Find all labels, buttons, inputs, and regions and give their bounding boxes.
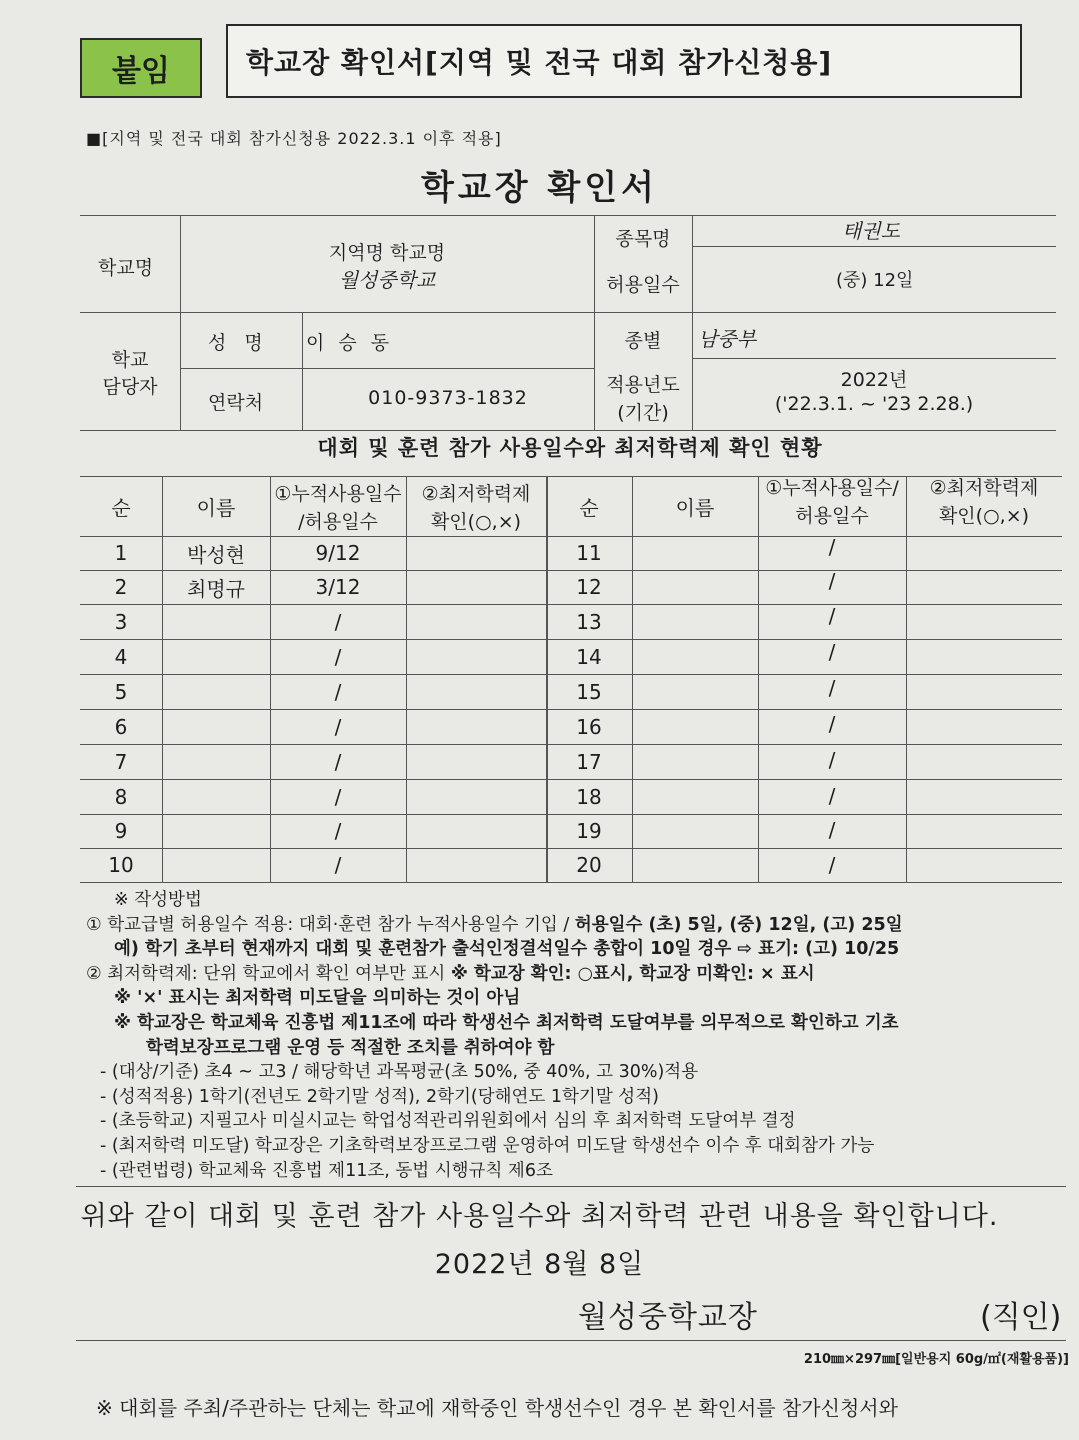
row-check <box>906 779 1062 814</box>
category-label: 종별 <box>624 330 662 352</box>
row-check <box>406 604 546 639</box>
row-check <box>906 604 1062 639</box>
header-no-right: 순 <box>579 495 599 520</box>
row-days: / <box>334 714 342 739</box>
row-check <box>906 639 1062 674</box>
row-check <box>906 744 1062 779</box>
school-label: 학교명 <box>98 257 154 279</box>
row-check <box>406 779 546 814</box>
row-days: / <box>334 644 342 669</box>
row-check <box>406 674 546 709</box>
event-label: 종목명 <box>615 228 671 250</box>
document-title: 학교장 확인서 <box>421 168 658 208</box>
header-name-right: 이름 <box>675 495 715 520</box>
row-name <box>632 570 758 604</box>
row-name: 최명규 <box>187 576 245 601</box>
header-days-right-line1: ①누적사용일수/ <box>765 476 899 499</box>
school-caption: 지역명 학교명 <box>328 242 446 264</box>
row-no: 18 <box>576 784 602 809</box>
note-2 <box>86 962 1071 987</box>
note-2-text: ② 최저학력제: 단위 학교에서 확인 여부만 표시 <box>86 963 451 984</box>
category-value: 남중부 <box>698 327 756 351</box>
row-check <box>406 536 546 570</box>
row-no: 6 <box>114 714 128 739</box>
row-days: / <box>828 675 836 700</box>
notes-heading: ※ 작성방법 <box>114 890 202 910</box>
row-days: / <box>828 783 836 808</box>
row-no: 4 <box>114 644 128 669</box>
bottom-divider <box>76 1340 1066 1341</box>
principal-signature: 월성중학교장 <box>578 1300 758 1335</box>
row-name <box>162 848 270 882</box>
row-days: / <box>334 749 342 774</box>
row-check <box>906 674 1062 709</box>
row-name <box>632 744 758 779</box>
row-check <box>906 709 1062 744</box>
row-no: 2 <box>114 575 128 599</box>
header-days-left-line1: ①누적사용일수 <box>274 482 402 505</box>
contact-label: 연락처 <box>208 392 264 414</box>
row-no: 1 <box>114 541 128 565</box>
note-1-bold: 허용일수 (초) 5일, (중) 12일, (고) 25일 <box>574 914 903 935</box>
contact-value: 010-9373-1832 <box>368 387 528 409</box>
row-name <box>162 779 270 814</box>
header-grade-left-line1: ②최저학력제 <box>421 482 531 505</box>
header-grade-left-line2: 확인(○,×) <box>430 510 522 533</box>
header-no-left: 순 <box>111 495 131 520</box>
header-name-left: 이름 <box>196 495 236 520</box>
row-check <box>906 814 1062 848</box>
year-label-line1: 적용년도 <box>606 374 680 396</box>
row-no: 3 <box>114 609 128 634</box>
row-days: 9/12 <box>315 541 361 565</box>
row-name <box>162 744 270 779</box>
apply-note: ■[지역 및 전국 대회 참가신청용 2022.3.1 이후 적용] <box>86 129 502 148</box>
note-1-text: ① 학교급별 허용일수 적용: 대회·훈련 참가 누적사용일수 기입 / <box>86 914 575 935</box>
row-no: 20 <box>576 853 602 877</box>
note-3: ※ '×' 표시는 최저학력 미도달을 의미하는 것이 아님 <box>114 988 521 1009</box>
period-value: ('22.3.1. ~ '23 2.28.) <box>774 393 974 415</box>
header-grade-right-line2: 확인(○,×) <box>938 504 1030 527</box>
detail-5: - (관련법령) 학교체육 진흥법 제11조, 동법 시행규칙 제6조 <box>100 1160 553 1181</box>
row-days: / <box>828 853 836 877</box>
row-name <box>162 814 270 848</box>
row-name <box>162 604 270 639</box>
row-no: 11 <box>576 541 602 565</box>
days-label: 허용일수 <box>606 274 680 296</box>
row-name <box>632 639 758 674</box>
row-no: 5 <box>114 679 128 704</box>
row-days: / <box>334 784 342 809</box>
header-grade-right-line1: ②최저학력제 <box>929 476 1039 499</box>
year-label-line2: (기간) <box>617 402 669 424</box>
row-no: 7 <box>114 749 128 774</box>
row-no: 17 <box>576 749 602 774</box>
row-check <box>406 848 546 882</box>
manager-label-line2: 담당자 <box>102 376 158 398</box>
official-seal: (직인) <box>980 1300 1062 1335</box>
row-no: 8 <box>114 784 128 809</box>
row-days: / <box>334 679 342 704</box>
row-check <box>906 570 1062 604</box>
confirmation-text: 위와 같이 대회 및 훈련 참가 사용일수와 최저학력 관련 내용을 확인합니다. <box>80 1201 999 1232</box>
row-no: 9 <box>114 819 128 843</box>
row-days: / <box>828 535 836 559</box>
row-no: 19 <box>576 819 602 843</box>
row-name <box>632 779 758 814</box>
row-name <box>162 674 270 709</box>
row-check <box>406 744 546 779</box>
paper-spec: 210㎜×297㎜[일반용지 60g/㎡(재활용품)] <box>803 1352 1069 1367</box>
attachment-tag: 붙임 <box>80 38 202 98</box>
row-days: / <box>828 603 836 628</box>
days-value: (중) 12일 <box>836 270 914 291</box>
row-check <box>906 848 1062 882</box>
row-name <box>632 536 758 570</box>
row-name <box>162 709 270 744</box>
row-days: / <box>334 853 342 877</box>
row-no: 15 <box>576 679 602 704</box>
instructions <box>86 888 1071 1183</box>
detail-2: - (성적적용) 1학기(전년도 2학기말 성적), 2학기(당해연도 1학기말 성적) <box>100 1086 659 1107</box>
detail-1: - (대상/기준) 초4 ~ 고3 / 해당학년 과목평균(초 50%, 중 40%, 고 30%)적용 <box>100 1062 699 1083</box>
row-days: / <box>828 711 836 736</box>
row-check <box>406 639 546 674</box>
row-days: / <box>828 747 836 772</box>
row-days: / <box>828 818 836 842</box>
row-no: 12 <box>576 575 602 599</box>
row-name <box>632 674 758 709</box>
manager-label-line1: 학교 <box>111 349 149 371</box>
row-no: 10 <box>108 853 134 877</box>
divider <box>76 1186 1066 1187</box>
row-name <box>632 848 758 882</box>
row-check <box>406 570 546 604</box>
row-days: / <box>828 639 836 664</box>
note-2-bold: ※ 학교장 확인: ○표시, 학교장 미확인: × 표시 <box>450 963 815 984</box>
name-value: 이 승 동 <box>306 332 394 354</box>
row-check <box>406 814 546 848</box>
header-title: 학교장 확인서[지역 및 전국 대회 참가신청용] <box>226 24 1022 98</box>
section-title: 대회 및 훈련 참가 사용일수와 최저학력제 확인 현황 <box>317 436 823 460</box>
note-4: ※ 학교장은 학교체육 진흥법 제11조에 따라 학생선수 최저학력 도달여부를 의무적으로 확인하고 기초 <box>114 1012 899 1033</box>
row-check <box>406 709 546 744</box>
row-days: / <box>828 569 836 593</box>
event-value: 태권도 <box>842 219 900 243</box>
note-4-cont: 학력보장프로그램 운영 등 적절한 조치를 취하여야 함 <box>146 1037 555 1058</box>
year-value: 2022년 <box>840 369 908 391</box>
footer-note: ※ 대회를 주최/주관하는 단체는 학교에 재학중인 학생선수인 경우 본 확인서를 참가신청서와 <box>96 1396 898 1420</box>
name-label: 성 명 <box>208 332 269 354</box>
detail-4: - (최저학력 미도달) 학교장은 기초학력보장프로그램 운영하여 미도달 학생선수 이수 후 대회참가 가능 <box>100 1135 875 1156</box>
row-name <box>632 709 758 744</box>
issue-date: 2022년 8월 8일 <box>434 1249 645 1280</box>
row-name: 박성현 <box>187 542 245 567</box>
row-name <box>632 604 758 639</box>
row-days: / <box>334 609 342 634</box>
header-days-right-line2: 허용일수 <box>795 504 869 527</box>
row-no: 14 <box>576 644 602 669</box>
row-days: / <box>334 819 342 843</box>
row-name <box>632 814 758 848</box>
row-check <box>906 536 1062 570</box>
school-value: 월성중학교 <box>338 268 436 292</box>
detail-3: - (초등학교) 지필고사 미실시교는 학업성적관리위원회에서 심의 후 최저학력 도달여부 결정 <box>100 1111 796 1132</box>
row-name <box>162 639 270 674</box>
note-1 <box>86 913 1071 938</box>
row-no: 16 <box>576 714 602 739</box>
header-days-left-line2: /허용일수 <box>298 510 378 533</box>
row-days: 3/12 <box>315 575 361 599</box>
note-1-example: 예) 학기 초부터 현재까지 대회 및 훈련참가 출석인정결석일수 총합이 10일 경우 ⇨ 표기: (고) 10/25 <box>114 939 900 960</box>
row-no: 13 <box>576 609 602 634</box>
